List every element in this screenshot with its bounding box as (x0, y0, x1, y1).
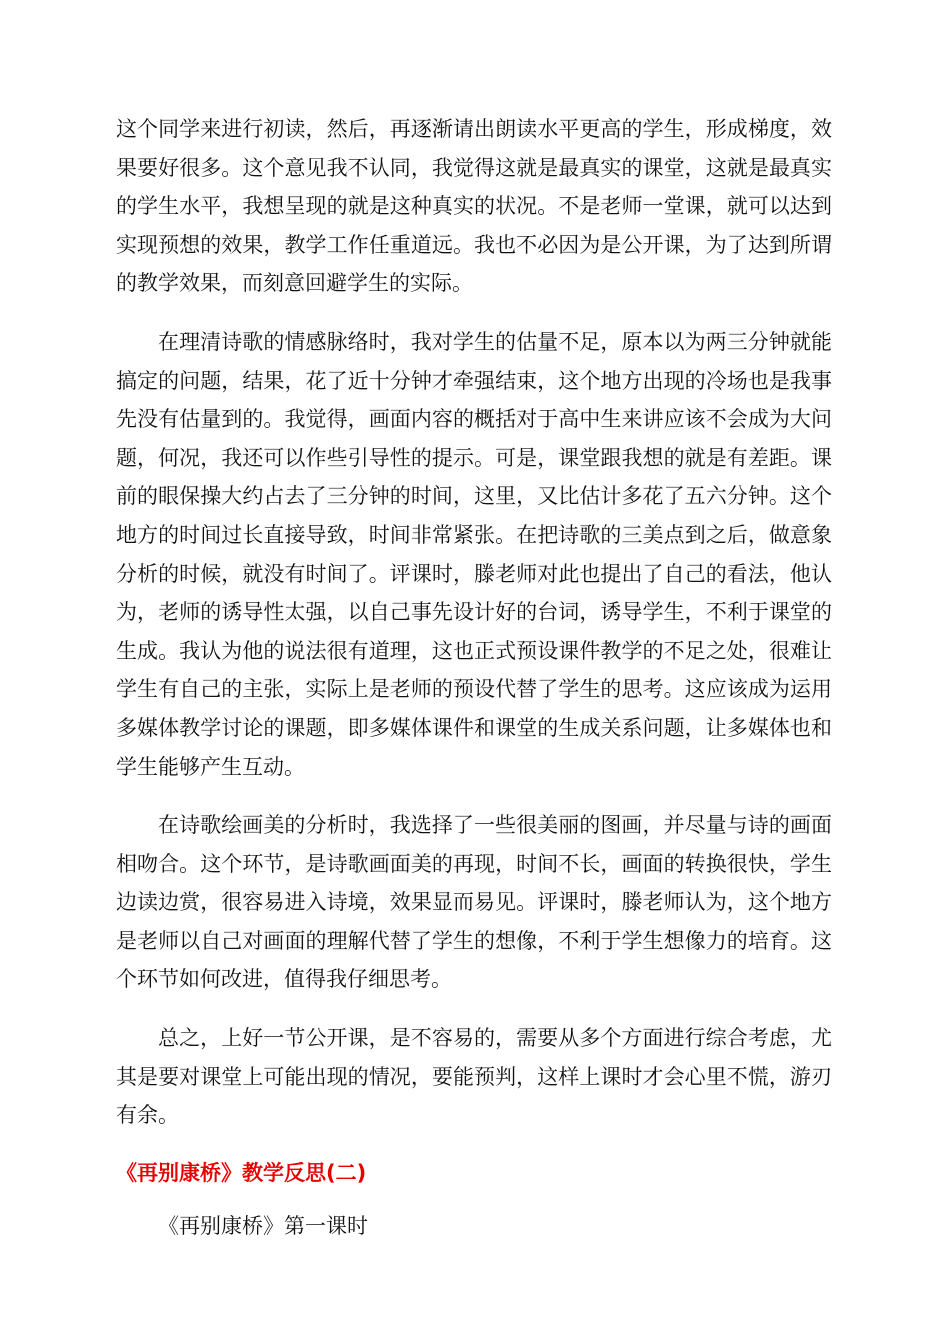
paragraph-continuation: 这个同学来进行初读，然后，再逐渐请出朗读水平更高的学生，形成梯度，效果要好很多。这个意见我不认同，我觉得这就是最真实的课堂，这就是最真实的学生水平，我想呈现的就是这种真实的状况。不是老师一堂课，就可以达到实现预想的效果，教学工作任重道远。我也不必因为是公开课，为了达到所谓的教学效果，而刻意回避学生的实际。 (116, 117, 832, 296)
paragraph-painting-beauty: 在诗歌绘画美的分析时，我选择了一些很美丽的图画，并尽量与诗的画面相吻合。这个环节，是诗歌画面美的再现，时间不长，画面的转换很快，学生边读边赏，很容易进入诗境，效果显而易见。评课时，滕老师认为，这个地方是老师以自己对画面的理解代替了学生的想像，不利于学生想像力的培育。这个环节如何改进，值得我仔细思考。 (116, 813, 832, 992)
document-page (116, 110, 832, 1245)
paragraph-emotion-analysis: 在理清诗歌的情感脉络时，我对学生的估量不足，原本以为两三分钟就能搞定的问题，结果，花了近十分钟才牵强结束，这个地方出现的冷场也是我事先没有估量到的。我觉得，画面内容的概括对于高中生来讲应该不会成为大问题，何况，我还可以作些引导性的提示。可是，课堂跟我想的就是有差距。课前的眼保操大约占去了三分钟的时间，这里，又比估计多花了五六分钟。这个地方的时间过长直接导致，时间非常紧张。在把诗歌的三美点到之后，做意象分析的时候，就没有时间了。评课时，滕老师对此也提出了自己的看法，他认为，老师的诱导性太强，以自己事先设计好的台词，诱导学生，不利于课堂的生成。我认为他的说法很有道理，这也正式预设课件教学的不足之处，很难让学生有自己的主张，实际上是老师的预设代替了学生的思考。这应该成为运用多媒体教学讨论的课题，即多媒体课件和课堂的生成关系问题，让多媒体也和学生能够产生互动。 (116, 329, 832, 779)
lesson-subtitle: 《再别康桥》第一课时 (158, 1213, 368, 1238)
paragraph-conclusion: 总之，上好一节公开课，是不容易的，需要从多个方面进行综合考虑，尤其是要对课堂上可能出现的情况，要能预判，这样上课时才会心里不慌，游刃有余。 (116, 1026, 832, 1128)
section-title: 《再别康桥》教学反思(二) (116, 1160, 367, 1185)
